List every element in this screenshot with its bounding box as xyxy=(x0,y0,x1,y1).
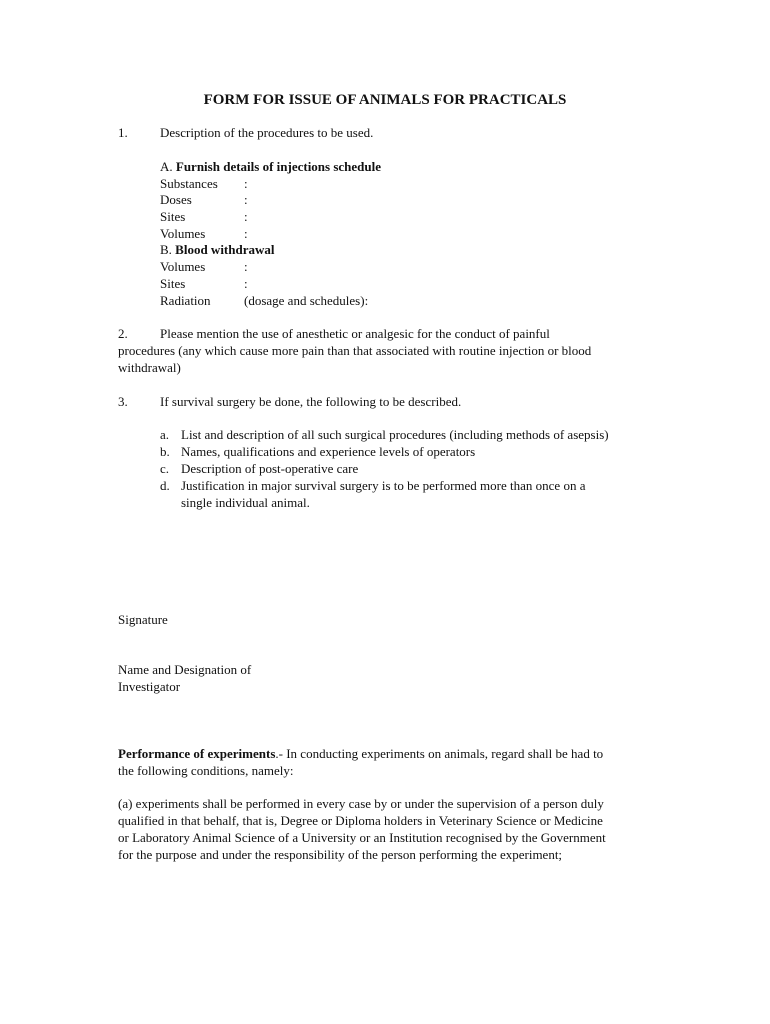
performance-heading: Performance of experiments xyxy=(118,746,276,761)
name-designation-line-2: Investigator xyxy=(118,679,181,694)
field-label-volumes: Volumes xyxy=(160,226,206,241)
field-colon: : xyxy=(244,192,248,207)
field-colon: : xyxy=(244,209,248,224)
condition-a-line-3: or Laboratory Animal Science of a University or an Institution recognised by the Government xyxy=(118,830,606,845)
item-2-line-3: withdrawal) xyxy=(118,360,181,375)
item-3-text: If survival surgery be done, the following to be described. xyxy=(160,394,462,409)
item-2-line-1: Please mention the use of anesthetic or analgesic for the conduct of painful xyxy=(160,326,550,341)
field-label-radiation: Radiation xyxy=(160,293,211,308)
section-b-title: Blood withdrawal xyxy=(175,242,275,257)
field-label-sites: Sites xyxy=(160,209,186,224)
section-a-title: Furnish details of injections schedule xyxy=(175,159,382,174)
form-title: FORM FOR ISSUE OF ANIMALS FOR PRACTICALS xyxy=(203,92,567,108)
field-label-sites: Sites xyxy=(160,276,186,291)
item-1-number: 1. xyxy=(118,125,128,140)
item-2-number: 2. xyxy=(118,326,128,341)
section-a-prefix: A. xyxy=(160,159,173,174)
field-colon: : xyxy=(244,259,248,274)
field-colon: : xyxy=(244,176,248,191)
section-b-heading xyxy=(160,241,275,258)
item-1-text: Description of the procedures to be used. xyxy=(160,125,374,140)
condition-a-line-4: for the purpose and under the responsibility of the person performing the experiment; xyxy=(118,847,563,862)
section-b-prefix: B. xyxy=(160,242,172,257)
field-colon: : xyxy=(244,276,248,291)
subitem-text: Description of post-operative care xyxy=(181,461,359,476)
signature-label: Signature xyxy=(118,612,168,627)
field-label-volumes: Volumes xyxy=(160,259,206,274)
subitem-letter: c. xyxy=(160,461,170,476)
performance-paragraph-line-2: the following conditions, namely: xyxy=(118,763,294,778)
performance-intro: .- In conducting experiments on animals, regard shall be had to xyxy=(275,746,604,761)
condition-a-line-2: qualified in that behalf, that is, Degree or Diploma holders in Veterinary Science or Medicine xyxy=(118,813,603,828)
item-2-line-2: procedures (any which cause more pain than that associated with routine injection or blood xyxy=(118,343,592,358)
subitem-text: List and description of all such surgical procedures (including methods of asepsis) xyxy=(181,427,609,442)
field-label-doses: Doses xyxy=(160,192,192,207)
field-radiation-value: (dosage and schedules): xyxy=(244,293,369,308)
subitem-letter: b. xyxy=(160,444,170,459)
subitem-letter: d. xyxy=(160,478,170,493)
subitem-text: Justification in major survival surgery is to be performed more than once on a xyxy=(181,478,586,493)
field-label-substances: Substances xyxy=(160,176,218,191)
condition-a-line-1: (a) experiments shall be performed in every case by or under the supervision of a person duly xyxy=(118,796,604,811)
subitem-text: Names, qualifications and experience levels of operators xyxy=(181,444,476,459)
subitem-continuation: single individual animal. xyxy=(181,495,310,510)
section-a-heading xyxy=(160,158,381,175)
item-3-number: 3. xyxy=(118,394,128,409)
name-designation-line-1: Name and Designation of xyxy=(118,662,252,677)
performance-paragraph-line-1 xyxy=(118,745,603,762)
subitem-letter: a. xyxy=(160,427,170,442)
field-colon: : xyxy=(244,226,248,241)
